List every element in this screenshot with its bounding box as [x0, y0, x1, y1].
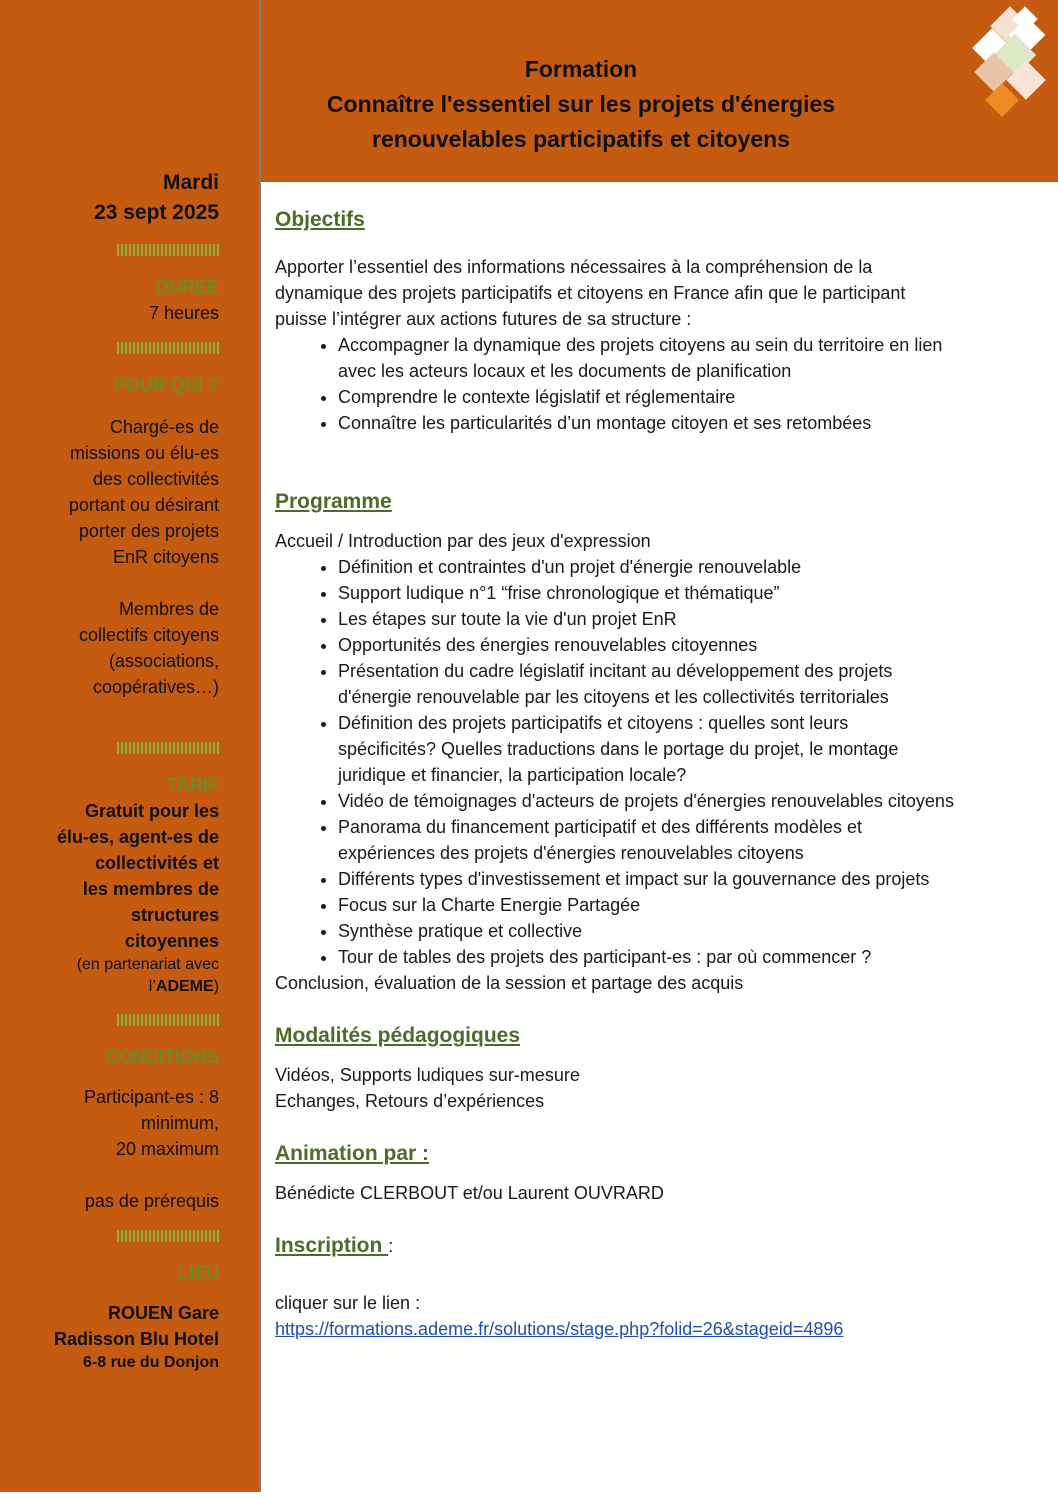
list-item: • Présentation du cadre législatif incitant au développement des projets d'énergie renouvelable par les citoyens et les collectivités territoriales [338, 658, 1035, 710]
tarif-line: élu-es, agent-es de [56, 827, 219, 847]
separator [117, 342, 219, 354]
conditions-label: CONDITIONS [105, 1047, 219, 1067]
tarif-note-pre: l’ [148, 978, 156, 995]
list-item: • Synthèse pratique et collective [338, 918, 1035, 944]
list-item: • Définition des projets participatifs et citoyens : quelles sont leurs spécificités? Quelles traductions dans le portage du projet, le montage juridique et financier, la participation locale? [338, 710, 1035, 788]
prerequis: pas de prérequis [84, 1191, 219, 1211]
list-item: • Vidéo de témoignages d'acteurs de projets d'énergies renouvelables citoyens [338, 788, 1035, 814]
duree-label: DUREE [155, 277, 219, 297]
inscription-heading-row [275, 1230, 1035, 1262]
lieu-line: ROUEN Gare [107, 1303, 219, 1323]
tarif-note-post: ) [213, 978, 219, 995]
title-line: Formation [524, 56, 638, 82]
sidebar [0, 0, 261, 1492]
ademe-name: ADEME [155, 978, 214, 995]
list-item: • Opportunités des énergies renouvelables citoyennes [338, 632, 1035, 658]
modalites-heading: Modalités pédagogiques [275, 1024, 521, 1047]
session-date: 23 sept 2025 [94, 201, 219, 224]
conditions-line: 20 maximum [115, 1139, 219, 1159]
programme-conclusion: Conclusion, évaluation de la session et partage des acquis [275, 973, 744, 993]
title-line: renouvelables participatifs et citoyens [372, 126, 790, 152]
list-item: • Définition et contraintes d'un projet d'énergie renouvelable [338, 554, 1035, 580]
animation-heading: Animation par : [275, 1142, 430, 1165]
tarif-line: Gratuit pour les [84, 801, 219, 821]
inscription-colon: : [388, 1236, 394, 1256]
session-day: Mardi [162, 171, 219, 194]
lieu-line: Radisson Blu Hotel [53, 1329, 219, 1349]
list-item: • Support ludique n°1 “frise chronologique et thématique” [338, 580, 1035, 606]
objectifs-intro-line: Apporter l’essentiel des informations nécessaires à la compréhension de la [275, 257, 873, 277]
pourqui-line: missions ou élu-es [69, 443, 219, 463]
programme-list [275, 554, 1035, 970]
separator [117, 742, 219, 754]
pourqui-line: portant ou désirant [68, 495, 219, 515]
objectifs-list [275, 332, 1035, 436]
tarif-note: (en partenariat avec [76, 956, 219, 973]
list-item: • Différents types d'investissement et impact sur la gouvernance des projets [338, 866, 1035, 892]
objectifs-intro-line: puisse l’intégrer aux actions futures de sa structure : [275, 309, 692, 329]
inscription-text: cliquer sur le lien : [275, 1293, 421, 1313]
modalites-line: Echanges, Retours d’expériences [275, 1091, 545, 1111]
programme-intro: Accueil / Introduction par des jeux d'expression [275, 531, 651, 551]
pourqui-line: (associations, [108, 651, 219, 671]
tarif-note [19, 976, 219, 998]
list-item: • Les étapes sur toute la vie d'un projet EnR [338, 606, 1035, 632]
list-item: • Comprendre le contexte législatif et réglementaire [338, 384, 1035, 410]
objectifs-intro-line: dynamique des projets participatifs et citoyens en France afin que le participant [275, 283, 906, 303]
tarif-label: TARIF [167, 775, 219, 795]
lieu-label: LIEU [177, 1263, 219, 1283]
pourqui-line: porter des projets [78, 521, 219, 541]
pourqui-line: collectifs citoyens [78, 625, 219, 645]
sidebar-content [19, 168, 219, 1374]
list-item: • Panorama du financement participatif et des différents modèles et expériences des projets d'énergies renouvelables citoyens [338, 814, 1035, 866]
pourqui-line: EnR citoyens [112, 547, 219, 567]
separator [117, 1014, 219, 1026]
objectifs-heading: Objectifs [275, 208, 365, 231]
separator [117, 1230, 219, 1242]
programme-heading: Programme [275, 490, 392, 513]
list-item: • Tour de tables des projets des participant-es : par où commencer ? [338, 944, 1035, 970]
duree-value: 7 heures [148, 303, 219, 323]
inscription-heading: Inscription [275, 1234, 389, 1257]
main-content [275, 204, 1035, 1342]
animation-text: Bénédicte CLERBOUT et/ou Laurent OUVRARD [275, 1183, 664, 1203]
tarif-line: les membres de [82, 879, 219, 899]
registration-link[interactable]: https://formations.ademe.fr/solutions/stage.php?folid=26&stageid=4896 [275, 1319, 844, 1339]
conditions-line: minimum, [140, 1113, 219, 1133]
page-title [261, 52, 901, 157]
pourqui-line: Chargé-es de [109, 417, 219, 437]
list-item: • Connaître les particularités d’un montage citoyen et ses retombées [338, 410, 1035, 436]
diamond-logo-icon [956, 2, 1052, 126]
pourqui-line: coopératives…) [92, 677, 219, 697]
pourqui-line: des collectivités [92, 469, 219, 489]
pourqui-line: Membres de [118, 599, 219, 619]
separator [117, 244, 219, 256]
pourqui-label: POUR QUI ? [113, 375, 219, 395]
tarif-line: collectivités et [94, 853, 219, 873]
conditions-line: Participant-es : 8 [83, 1087, 219, 1107]
title-line: Connaître l'essentiel sur les projets d'énergies [326, 91, 836, 117]
tarif-line: citoyennes [124, 931, 219, 951]
list-item: • Focus sur la Charte Energie Partagée [338, 892, 1035, 918]
tarif-line: structures [130, 905, 219, 925]
lieu-address: 6-8 rue du Donjon [83, 1354, 219, 1371]
modalites-line: Vidéos, Supports ludiques sur-mesure [275, 1065, 580, 1085]
list-item: • Accompagner la dynamique des projets citoyens au sein du territoire en lien avec les acteurs locaux et les documents de planification [338, 332, 1035, 384]
